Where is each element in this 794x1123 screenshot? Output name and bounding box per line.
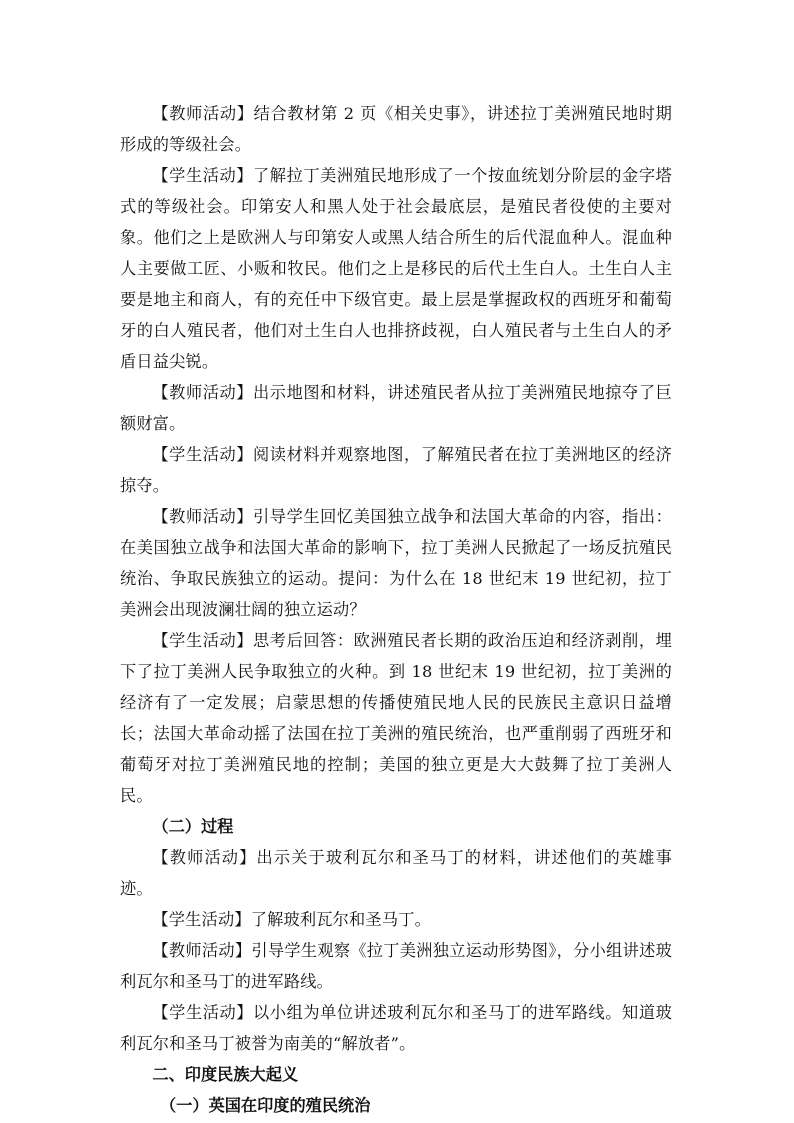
paragraph-teacher-1: 【教师活动】结合教材第 2 页《相关史事》，讲述拉丁美洲殖民地时期形成的等级社会。 (120, 104, 672, 154)
paragraph-student-4: 【学生活动】了解玻利瓦尔和圣马丁。 (152, 910, 431, 929)
document-body (120, 98, 672, 1121)
paragraph-student-2: 【学生活动】阅读材料并观察地图，了解殖民者在拉丁美洲地区的经济掠夺。 (120, 445, 672, 495)
paragraph-teacher-4: 【教师活动】出示关于玻利瓦尔和圣马丁的材料，讲述他们的英雄事迹。 (120, 848, 672, 898)
paragraph-student-1: 【学生活动】了解拉丁美洲殖民地形成了一个按血统划分阶层的金字塔式的等级社会。印第安人和黑人处于社会最底层，是殖民者役使的主要对象。他们之上是欧洲人与印第安人或黑人结合所生的后代混血种人。混血种人主要做工匠、小贩和牧民。他们之上是移民的后代土生白人。土生白人主要是地主和商人，有的充任中下级官吏。最上层是掌握政权的西班牙和葡萄牙的白人殖民者，他们对土生白人也排挤歧视，白人殖民者与土生白人的矛盾日益尖锐。 (120, 166, 672, 371)
paragraph-student-3: 【学生活动】思考后回答：欧洲殖民者长期的政治压迫和经济剥削，埋下了拉丁美洲人民争取独立的火种。到 18 世纪末 19 世纪初，拉丁美洲的经济有了一定发展；启蒙思想的传播使殖民地人民的民族民主意识日益增长；法国大革命动摇了法国在拉丁美洲的殖民统治，也严重削弱了西班牙和葡萄牙对拉丁美洲殖民地的控制；美国的独立更是大大鼓舞了拉丁美洲人民。 (120, 631, 672, 805)
heading-subsection-1: （一）英国在印度的殖民统治 (160, 1096, 371, 1115)
heading-process: （二）过程 (152, 817, 234, 836)
heading-section-2: 二、印度民族大起义 (152, 1065, 299, 1084)
paragraph-teacher-3: 【教师活动】引导学生回忆美国独立战争和法国大革命的内容，指出：在美国独立战争和法国大革命的影响下，拉丁美洲人民掀起了一场反抗殖民统治、争取民族独立的运动。提问：为什么在 18 世纪末 19 世纪初，拉丁美洲会出现波澜壮阔的独立运动？ (120, 507, 672, 619)
paragraph-teacher-2: 【教师活动】出示地图和材料，讲述殖民者从拉丁美洲殖民地掠夺了巨额财富。 (120, 383, 672, 433)
paragraph-teacher-5: 【教师活动】引导学生观察《拉丁美洲独立运动形势图》，分小组讲述玻利瓦尔和圣马丁的进军路线。 (120, 941, 672, 991)
paragraph-student-5: 【学生活动】以小组为单位讲述玻利瓦尔和圣马丁的进军路线。知道玻利瓦尔和圣马丁被誉为南美的“解放者”。 (120, 1003, 672, 1053)
